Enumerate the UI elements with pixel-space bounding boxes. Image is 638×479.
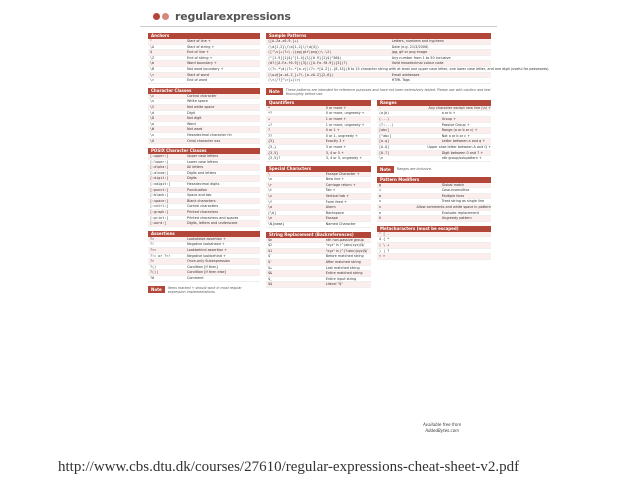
pattern-description: Carriage return + (325, 182, 356, 187)
pattern-description: Hexadecimal digits (186, 182, 220, 187)
source-url[interactable]: http://www.cbs.dtu.dk/courses/27610/regular-expressions-cheat-sheet-v2.pdf (58, 459, 520, 475)
special-characters-section (266, 166, 371, 228)
pattern-description: Control characters (186, 204, 219, 209)
pattern-description: Group + (441, 116, 456, 121)
pattern-description: Octal character xxx (186, 138, 221, 143)
pattern-description: Digits (186, 176, 197, 181)
pattern-description: Word (186, 121, 196, 126)
note-ranges (377, 166, 491, 173)
pattern-description: Last matched string (325, 265, 360, 270)
pattern-description: Negative lookahead + (186, 242, 225, 247)
pattern-token: \w (150, 121, 155, 126)
table-row (148, 221, 260, 227)
pattern-description: Punctuation (186, 187, 208, 192)
pattern-description: Escape Character + (325, 171, 360, 176)
pattern-token: (a|b) (379, 111, 390, 116)
left-column (148, 33, 260, 298)
pattern-token: (^[1-9]{1}$|^[1-4]{1}[0-9]{1}$|^50$) (268, 55, 342, 60)
pattern-token: $ (150, 50, 153, 55)
credit-line1: Available free from (423, 422, 462, 427)
pattern-description (442, 237, 491, 242)
pattern-description: Not word boundary + (186, 66, 224, 71)
pattern-token: \O (150, 138, 155, 143)
pattern-token: [:upper:] (150, 154, 169, 159)
pattern-token: [\b] (268, 210, 277, 215)
pattern-token: ( \ + (379, 243, 390, 248)
pattern-description: Digit (186, 110, 195, 115)
pattern-description: Start of line + (186, 39, 211, 43)
section-header: Quantifiers (266, 100, 371, 106)
pattern-token: < > (379, 254, 386, 259)
pattern-description: Date (e.g. 21/3/2006) (391, 44, 429, 49)
pattern-token: $1 (268, 248, 273, 253)
pattern-token: \W (150, 127, 155, 132)
pattern-token: [:cntrl:] (150, 204, 169, 209)
section-header: Character Classes (148, 88, 260, 94)
logo (153, 9, 291, 23)
table-row (266, 78, 491, 84)
pattern-token: \t (268, 188, 273, 193)
pattern-token: (...) (379, 116, 390, 121)
pattern-description: Start of word (186, 72, 209, 77)
logo-icon (153, 12, 171, 21)
pattern-description: Allow comments and white space in pattern (416, 205, 491, 210)
pattern-token: (\<(/?[^\>]+)\>) (268, 78, 301, 83)
pattern-token: [:punct:] (150, 187, 169, 192)
pattern-description: End of string + (186, 55, 213, 60)
pattern-token: \Z (150, 55, 155, 60)
anchors-section (148, 33, 260, 84)
pattern-token: ? (268, 128, 271, 133)
pattern-token: i (379, 188, 382, 193)
pattern-description: Letters, numbers and hyphens (391, 39, 444, 43)
pattern-token: $` (268, 254, 273, 259)
pattern-token: \x (150, 132, 155, 137)
sample-patterns-block (266, 33, 550, 292)
pattern-token: \v (268, 194, 273, 199)
pattern-description: Control character (186, 93, 217, 98)
table-row (377, 254, 491, 260)
pattern-description: Case-insensitive (441, 188, 470, 193)
quantifiers-section (266, 100, 371, 162)
pattern-description: Form feed + (325, 199, 347, 204)
note-tag: Note (266, 88, 283, 95)
pattern-description: 8 to 15 character string with at least one upper case letter, one lower case letter, and one digit (useful for passwords). (347, 66, 550, 71)
pattern-description (442, 243, 491, 248)
note-left (148, 286, 260, 294)
pattern-token: \c (150, 93, 155, 98)
pattern-description: Literal "$" (325, 282, 343, 287)
pattern-description: Not white space (186, 104, 215, 109)
pattern-description: 0 or 1 + (325, 128, 340, 133)
pattern-token: $$ (268, 282, 273, 287)
pattern-description (442, 254, 491, 259)
pattern-description: Before matched string (325, 254, 364, 259)
pattern-description: Not a or b or c + (441, 133, 470, 138)
metacharacters-section (377, 226, 491, 260)
pattern-token: ?() (150, 264, 157, 269)
pattern-token: m (379, 193, 382, 198)
pattern-description: Condition [if then] (186, 264, 218, 269)
pattern-token: \f (268, 199, 273, 204)
pattern-description: Letter between a and q + (441, 139, 486, 144)
pattern-token: ^ [ . (379, 231, 390, 236)
pattern-token: . (379, 105, 382, 110)
pattern-description: Lower case letters (186, 159, 218, 164)
pattern-description: Named Character (325, 222, 356, 227)
pattern-description: Hexadecimal character hh (186, 132, 232, 137)
note-text: These patterns are intended for reference purposes and have not been extensively tested. Please use with caution and test thoroughly before use. (285, 87, 491, 96)
table-row (148, 139, 260, 145)
pattern-description: Negative lookbehind + (186, 253, 226, 258)
pattern-token: \d (150, 110, 155, 115)
pattern-description: "xyz" in /^(?:abc)(xyz)$/ (325, 248, 368, 253)
pattern-token: [:xdigit:] (150, 182, 171, 187)
pattern-token: ?? (268, 133, 273, 138)
pattern-description: End of line + (186, 50, 209, 55)
pattern-description: Lookahead assertion + (186, 236, 226, 241)
pattern-token: [:space:] (150, 198, 169, 203)
pattern-description: End of word (186, 78, 208, 83)
pattern-description: All letters (186, 165, 204, 170)
character-classes-section (148, 88, 260, 144)
pattern-token: \> (150, 78, 155, 83)
table-row (148, 78, 260, 84)
pattern-token: + (268, 116, 271, 121)
pattern-token: ^ (150, 39, 153, 43)
replacement-section (266, 232, 371, 288)
pattern-token: \N{name} (268, 222, 285, 227)
pattern-token: ?! (150, 242, 155, 247)
note-tag: Note (377, 166, 394, 173)
pattern-description: 1 or more, ungreedy + (325, 122, 365, 127)
pattern-description: Printed characters and spaces (186, 215, 239, 220)
table-row (377, 156, 491, 162)
pattern-description: jpg, gif or png image (391, 50, 428, 55)
pattern-token: \r (268, 182, 273, 187)
pattern-description: Escape (325, 216, 338, 221)
pattern-description: Comment (186, 275, 204, 280)
pattern-description: Start of string + (186, 44, 215, 49)
pattern-description: Upper case letter between A and Q + (427, 144, 491, 149)
pattern-token: \D (150, 116, 155, 121)
section-header: Special Characters (266, 166, 371, 172)
pattern-description: Digits, letters and underscore (186, 221, 238, 226)
pattern-token: [^abc] (379, 133, 392, 138)
pattern-description: Any character except new line (\n) + (428, 105, 491, 110)
pattern-token: s (379, 199, 382, 204)
pattern-description: Blank characters (186, 198, 216, 203)
pattern-token: [:lower:] (150, 159, 169, 164)
pattern-token: \a (268, 205, 273, 210)
pattern-description: Not digit (186, 116, 202, 121)
pattern-description: nth group/subpattern + (441, 156, 482, 161)
pattern-description: Treat string as single line (441, 199, 485, 204)
pattern-token: *? (268, 111, 273, 116)
table-row (266, 282, 371, 288)
pattern-token: $& (268, 271, 273, 276)
section-header: String Replacement (Backreferences) (266, 232, 371, 238)
pattern-description: Evaluate replacement (441, 210, 479, 215)
pattern-description: HTML Tags (391, 78, 410, 83)
section-header: Pattern Modifiers (377, 177, 491, 183)
note-right (266, 88, 491, 96)
pattern-token: ?# (150, 275, 155, 280)
pattern-token: [A-Q] (379, 144, 390, 149)
pattern-description: 3, 4 or 5 + (325, 150, 344, 155)
pattern-description: "xyz" in /^(abc(xyz))$/ (325, 243, 365, 248)
note-text: Items marked + should work in most regular expression implementations. (167, 285, 242, 294)
pattern-token: ) | ? (379, 248, 390, 253)
pattern-token: * (268, 105, 271, 110)
pattern-token: \n (379, 156, 384, 161)
pattern-token: ?<= (150, 248, 157, 252)
pattern-description: Valid hexadecimal colour code (391, 61, 444, 66)
section-header: Metacharacters (must be escaped) (377, 226, 491, 232)
credit (423, 422, 461, 434)
pattern-description: White space (186, 99, 208, 104)
section-header: Sample Patterns (266, 33, 491, 39)
table-row (148, 276, 260, 282)
pattern-token: [:blank:] (150, 193, 169, 198)
assertions-section (148, 231, 260, 282)
logo-text: regularexpressions (175, 9, 291, 23)
pattern-token: (?:...) (379, 122, 394, 127)
pattern-token: \S (150, 104, 155, 109)
pattern-token: \s (150, 99, 155, 104)
note-text: Ranges are inclusive. (396, 167, 432, 172)
pattern-token: [:alnum:] (150, 170, 169, 175)
pattern-description: Global match (441, 182, 465, 187)
pattern-token: x (379, 205, 382, 210)
pattern-token: ?= (150, 236, 155, 241)
pattern-token: ([A-Za-z0-9-]+) (268, 39, 299, 43)
pattern-description: Multiple lines (441, 193, 465, 198)
pattern-description: Condition [if then else] (186, 270, 226, 275)
pattern-description: After matched string (325, 260, 361, 264)
pattern-description (442, 249, 491, 254)
pattern-token: {3,5}? (268, 156, 281, 161)
pattern-token: ((?=.*\d)(?=.*[a-z])(?=.*[A-Z]).{8,15}) (268, 66, 348, 71)
pattern-description: Printed characters (186, 210, 219, 215)
pattern-description: a or b + (441, 111, 456, 116)
pattern-description: Not word (186, 127, 203, 132)
pattern-description: 0 or 1, ungreedy + (325, 133, 358, 138)
pattern-token: {3} (268, 139, 275, 144)
pattern-description: 3 or more + (325, 144, 347, 149)
posix-section (148, 148, 260, 227)
pattern-token: \n (268, 177, 273, 182)
pattern-description: Word boundary + (186, 61, 217, 66)
table-row (266, 222, 371, 228)
section-header: Anchors (148, 33, 260, 39)
pattern-modifiers-section (377, 177, 491, 222)
pattern-token: [abc] (379, 128, 390, 133)
pattern-token: ?()| (150, 270, 159, 275)
table-row (266, 156, 371, 162)
pattern-description: Digits and letters (186, 170, 217, 175)
section-header: Assertions (148, 231, 260, 237)
pattern-description: Email addresses (391, 72, 420, 77)
pattern-token: \A (150, 44, 155, 49)
pattern-description: 3, 4 or 5, ungreedy + (325, 156, 363, 161)
pattern-token: U (379, 216, 382, 221)
pattern-description: 1 or more + (325, 116, 347, 121)
pattern-token: \b (150, 61, 155, 66)
pattern-description: Space and tab (186, 193, 212, 198)
pattern-token: [:digit:] (150, 176, 169, 181)
pattern-token: +? (268, 122, 273, 127)
pattern-token: $ { * (379, 237, 390, 242)
pattern-description: 0 or more, ungreedy + (325, 111, 365, 116)
pattern-token: [:alpha:] (150, 165, 169, 170)
middle-column (266, 100, 371, 292)
pattern-token: (\d{1,2}\/\d{1,2}\/\d{4}) (268, 44, 320, 49)
pattern-token: $' (268, 260, 273, 264)
pattern-token: e (379, 210, 382, 215)
sample-patterns-section (266, 33, 550, 84)
pattern-token: ?> (150, 259, 155, 264)
pattern-token: $2 (268, 243, 273, 248)
pattern-token: $+ (268, 265, 273, 270)
right-column (377, 100, 491, 292)
pattern-token: ?!= or ?<! (150, 253, 171, 258)
pattern-token: $_ (268, 276, 273, 281)
section-header: POSIX Character Classes (148, 148, 260, 154)
pattern-description: Entire input string (325, 276, 357, 281)
note-tag: Note (148, 286, 165, 293)
header-divider (140, 26, 497, 27)
pattern-token: {3,5} (268, 150, 279, 155)
pattern-token: [:graph:] (150, 210, 169, 215)
pattern-token: [a-q] (379, 139, 390, 144)
pattern-description: Range (a or b or c) + (441, 128, 478, 133)
pattern-description: Upper case letters (186, 154, 219, 159)
pattern-description: Alarm (325, 205, 336, 210)
pattern-description (442, 232, 491, 237)
pattern-token: ([^\s]+(?=\.(jpg|gif|png))\.\2) (268, 50, 332, 55)
pattern-token: $n (268, 237, 273, 242)
pattern-description: Ungreedy pattern (441, 216, 472, 221)
pattern-token: \e (268, 216, 273, 221)
pattern-description: Any number from 1 to 50 inclusive (391, 55, 451, 60)
pattern-description: nth non-passive group (325, 237, 364, 242)
pattern-description: Tab + (325, 188, 336, 193)
pattern-description: New line + (325, 177, 345, 182)
section-header: Ranges (377, 100, 491, 106)
pattern-token: \< (150, 72, 155, 77)
table-row (377, 216, 491, 222)
pattern-description: Lookbehind assertion + (186, 248, 228, 252)
pattern-token: [0-7] (379, 150, 390, 155)
pattern-description: Exactly 3 + (325, 139, 346, 144)
pattern-token: (\w+@[a-zA-Z_]+?\.[a-zA-Z]{2,6}) (268, 72, 334, 77)
pattern-description: Entire matched string (325, 271, 363, 276)
pattern-description: Digit between 0 and 7 + (441, 150, 484, 155)
pattern-description: Passive Group + (441, 122, 470, 127)
pattern-token: g (379, 182, 382, 187)
pattern-description: Vertical tab + (325, 194, 349, 199)
credit-line2: AddedBytes.com (425, 428, 460, 433)
pattern-description: Once-only Subexpression (186, 259, 230, 264)
pattern-token: (#?([A-Fa-f0-9]){3}(([A-Fa-f0-9]){3})?) (268, 61, 348, 66)
cheat-sheet-page (140, 0, 550, 450)
pattern-description: 0 or more + (325, 105, 347, 110)
pattern-token: \ (268, 171, 271, 176)
pattern-token: {3,} (268, 144, 277, 149)
pattern-token: \B (150, 66, 155, 71)
ranges-section (377, 100, 491, 162)
pattern-token: [:print:] (150, 215, 169, 220)
pattern-token: [:word:] (150, 221, 167, 226)
pattern-description: Backspace (325, 210, 344, 215)
